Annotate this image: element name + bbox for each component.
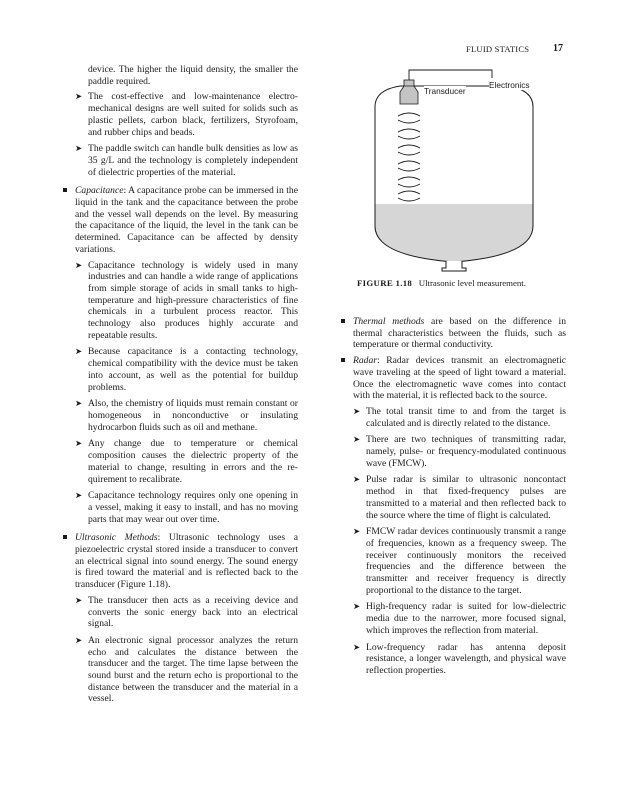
bullet-capacitance: Capacitance: A capacitance probe can be immersed in the liquid in the tank and the capacitance between the probe and the vessel wall depends on the level. By measuring the capacitance of the liquid, the level in the tank can be determined. Capacitance can be affected by density variations. [62, 185, 298, 255]
square-bullet-icon [63, 188, 67, 192]
tank-outlet [442, 261, 466, 271]
bullet-thermal: Thermal methods are based on the difference in thermal characteristics between the fluids, such as temperature or thermal conductivity. [340, 316, 566, 351]
list-item: ➤ Because capacitance is a contacting technology, chemical compatibility with the device must be taken into account, as well as the potential for buildup problems. [75, 346, 298, 393]
liquid-fill [375, 204, 533, 262]
square-bullet-icon [63, 535, 67, 539]
term-radar: Radar [353, 355, 377, 367]
list-item: ➤ Capacitance technology is widely used in many industries and can handle a wide range of applications from simple storage of acids in small tanks to high-temperature and high-pressure characteristics of fine chemicals in a turbulent process reactor. This technology also produces highly accurate and repeatable results. [75, 259, 298, 341]
square-bullet-icon [341, 319, 345, 323]
label-transducer: Transducer [424, 86, 466, 96]
arrow-bullet-icon: ➤ [75, 438, 83, 449]
caption-number: FIGURE 1.18 [357, 278, 413, 288]
running-title: FLUID STATICS [466, 44, 530, 54]
label-electronics: Electronics [489, 80, 530, 90]
left-column [62, 64, 298, 710]
term-ultrasonic: Ultrasonic Methods [75, 532, 158, 544]
arrow-bullet-icon: ➤ [75, 490, 83, 501]
figure-caption [357, 278, 526, 288]
bullet-ultrasonic: Ultrasonic Methods: Ultrasonic technology uses a piezoelectric crystal stored inside a transducer to convert an electrical signal into sound energy. The sound energy is fired toward the material and is reflected back to the transducer (Figure 1.18). [62, 532, 298, 591]
running-header [0, 44, 617, 58]
sound-waves [398, 113, 420, 201]
paragraph-continuation: device. The higher the liquid density, the smaller the paddle required. [88, 64, 298, 87]
list-item: ➤ High-frequency radar is suited for low-dielectric media due to the narrower, more focused signal, which improves the reflection from material. [353, 601, 566, 636]
list-item: ➤ There are two techniques of transmitting radar, namely, pulse- or frequency-modulated continuous wave (FMCW). [353, 434, 566, 469]
arrow-bullet-icon: ➤ [75, 259, 83, 270]
arrow-bullet-icon: ➤ [353, 601, 361, 612]
list-item: ➤ The total transit time to and from the target is calculated and is directly related to the distance. [353, 405, 566, 429]
arrow-bullet-icon: ➤ [353, 474, 361, 485]
list-item: ➤ The paddle switch can handle bulk densities as low as 35 g/L and the technology is completely independent of dielectric properties of the material. [75, 143, 298, 178]
list-item: ➤ Any change due to temperature or chemical composition causes the dielectric property of the material to change, resulting in errors and the re-quirement to recalibrate. [75, 438, 298, 485]
list-item: ➤ Pulse radar is similar to ultrasonic noncontact method in that fixed-frequency pulses are transmitted to a material and then reflected back to the source where the time of flight is calculated. [353, 474, 566, 521]
list-item: ➤ An electronic signal processor analyzes the return echo and calculates the distance between the transducer and the target. The time lapse between the sound burst and the return echo is proportional to the distance between the transducer and the material in a vessel. [75, 634, 298, 705]
arrow-bullet-icon: ➤ [75, 634, 83, 645]
figure-ultrasonic-level [342, 64, 566, 294]
list-item: ➤ Low-frequency radar has antenna deposit resistance, a longer wavelength, and physical wave reflection properties. [353, 641, 566, 676]
list-item: ➤ Also, the chemistry of liquids must remain constant or homogeneous in nonconductive or insulating hydrocarbon fluids such as oil and methane. [75, 398, 298, 433]
arrow-bullet-icon: ➤ [75, 398, 83, 409]
signal-cable [409, 70, 492, 80]
arrow-bullet-icon: ➤ [353, 641, 361, 652]
list-item: ➤ The transducer then acts as a receiving device and converts the sonic energy back into an electrical signal. [75, 594, 298, 630]
transducer-body [400, 86, 418, 104]
page-number: 17 [553, 43, 563, 54]
term-capacitance: Capacitance [75, 185, 124, 197]
caption-text: Ultrasonic level measurement. [418, 278, 526, 288]
square-bullet-icon [341, 358, 345, 362]
bullet-radar: Radar: Radar devices transmit an electromagnetic wave traveling at the speed of light toward a material. Once the electromagnetic wave comes into contact with the material, it is reflected back to the source. [340, 355, 566, 402]
arrow-bullet-icon: ➤ [353, 526, 361, 537]
list-item: ➤ Capacitance technology requires only one opening in a vessel, making it easy to install, and has no moving parts that may wear out over time. [75, 490, 298, 525]
list-item: ➤ The cost-effective and low-maintenance electro-mechanical designs are well suited for solids such as plastic pellets, carbon black, fertilizers, Styrofoam, and rubber chips and beads. [75, 91, 298, 138]
arrow-bullet-icon: ➤ [353, 434, 361, 445]
arrow-bullet-icon: ➤ [75, 91, 83, 102]
arrow-bullet-icon: ➤ [75, 143, 83, 154]
term-thermal: Thermal methods [353, 316, 425, 327]
arrow-bullet-icon: ➤ [75, 594, 83, 605]
list-item: ➤ FMCW radar devices continuously transmit a range of frequencies, known as a frequency sweep. The receiver continuously monitors the received frequencies and the difference between the transmitter and receiver frequency is directly proportional to the distance to the target. [353, 526, 566, 596]
arrow-bullet-icon: ➤ [353, 405, 361, 416]
right-column [340, 316, 566, 682]
arrow-bullet-icon: ➤ [75, 346, 83, 357]
